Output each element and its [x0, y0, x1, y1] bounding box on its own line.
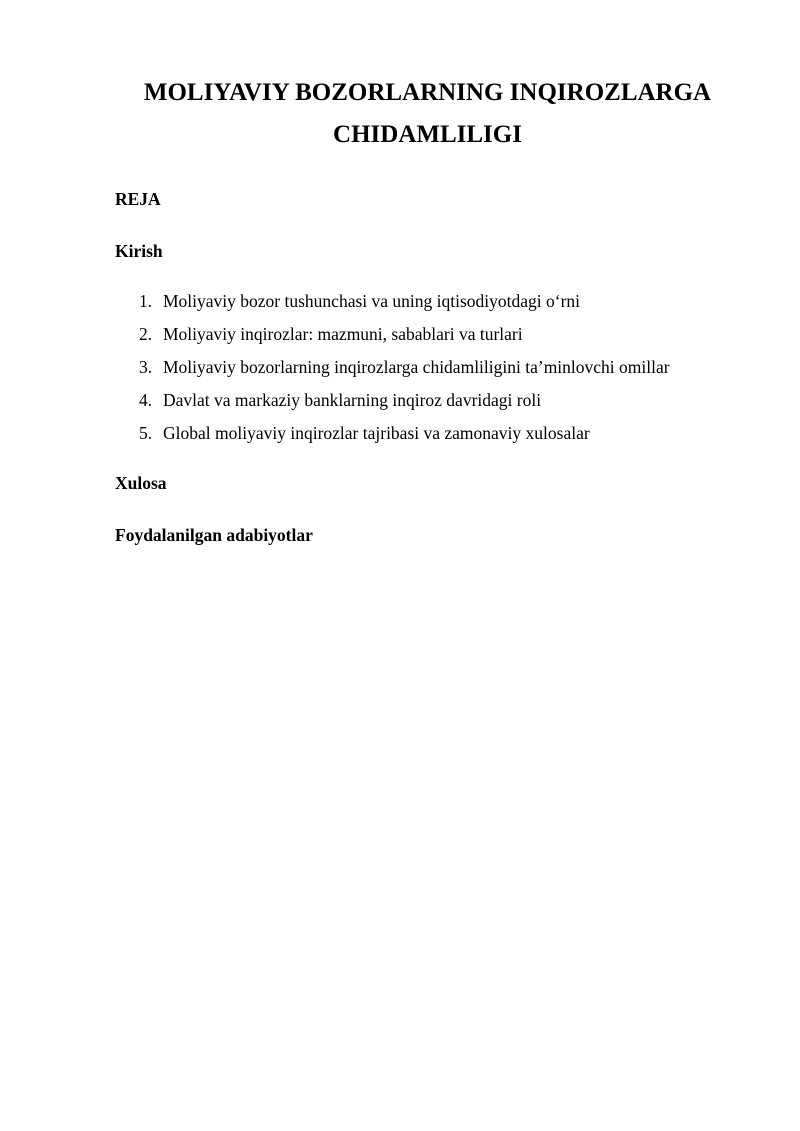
plan-item-text: Moliyaviy bozorlarning inqirozlarga chidamliligini ta’minlovchi omillar: [163, 357, 670, 377]
plan-item-number: 4.: [139, 390, 153, 410]
conclusion-heading: Xulosa: [115, 473, 167, 493]
plan-item-text: Global moliyaviy inqirozlar tajribasi va zamonaviy xulosalar: [163, 423, 590, 443]
plan-item-text: Moliyaviy inqirozlar: mazmuni, sabablari va turlari: [163, 324, 523, 344]
plan-item-number: 1.: [139, 291, 153, 311]
references-heading: Foydalanilgan adabiyotlar: [115, 525, 313, 545]
plan-item-number: 3.: [139, 357, 153, 377]
intro-heading: Kirish: [115, 241, 163, 261]
plan-item-number: 5.: [139, 423, 153, 443]
document-title: MOLIYAVIY BOZORLARNING INQIROZLARGA CHIDAMLILIGI: [143, 79, 712, 148]
plan-item-number: 2.: [139, 324, 153, 344]
plan-item-text: Moliyaviy bozor tushunchasi va uning iqtisodiyotdagi o‘rni: [163, 291, 581, 311]
plan-heading: REJA: [115, 189, 161, 209]
plan-item-text: Davlat va markaziy banklarning inqiroz davridagi roli: [163, 390, 542, 410]
